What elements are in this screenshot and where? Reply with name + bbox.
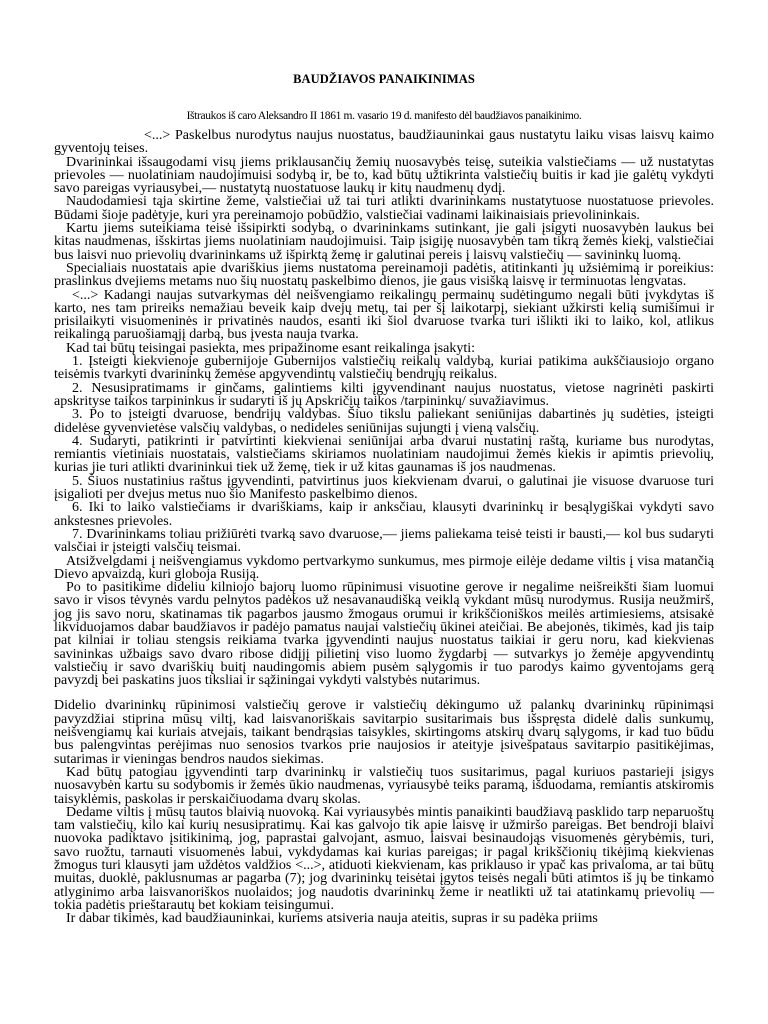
paragraph: Didelio dvarininkų rūpinimosi valstiečių gerove ir valstiečių dėkingumo už palankų dvarininkų rūpinimąsi pavyzdžiai stiprina mūsų viltį, kad laisvanoriškais savitarpio susitarimais bus išspręsta didelė dalis sunkumų, neišvengiamų kai kuriais atvejais, taikant bendrąsias taisykles, skirtingoms atskirų dvarų sąlygoms, ir kad tuo būdu bus palengvintas perėjimas nuo senosios tvarkos prie naujosios ir ateityje įsivešpataus savitarpio pasitikėjimas, sutarimas ir vieningas bendros naudos siekimas. (54, 698, 714, 767)
numbered-item: 3. Po to įsteigti dvaruose, bendrijų valdybas. Šiuo tikslu paliekant seniūnijas dabartinės jų sudėties, įsteigti didelėse gyvenvietėse valsčių valdybas, o nedideles seniūnijas sujungti į vieną valsčių. (54, 407, 714, 436)
numbered-item: 6. Iki to laiko valstiečiams ir dvariškiams, kaip ir anksčiau, klausyti dvarininkų ir besąlygiškai vykdyti savo ankstesnes prievoles. (54, 500, 714, 529)
paragraph: <...> Kadangi naujas sutvarkymas dėl neišvengiamo reikalingų permainų sudėtingumo negali būti įvykdytas iš karto, nes tam prireiks nemažiau beveik kaip dvejų metų, tai per šį laikotarpį, siekiant užkirsti kelią sumišimui ir prisilaikyti visuomeninės ir privatinės naudos, esanti iki šiol dvaruose tvarka turi išlikti iki to laiko, kol, atlikus reikalingą paruošiamąjį darbą, bus įvesta nauja tvarka. (54, 287, 714, 343)
document-title: BAUDŽIAVOS PANAIKINIMAS (293, 72, 475, 86)
paragraph: Kad būtų patogiau įgyvendinti tarp dvarininkų ir valstiečių tuos susitarimus, pagal kuriuos pastarieji įsigys nuosavybėn kartu su sodybomis ir žemės ūkio naudmenas, vyriausybė teiks paramą, išduodama, remiantis atskiromis taisyklėmis, paskolas ir perskaičiuodama dvarų skolas. (54, 764, 714, 807)
numbered-item: 1. Įsteigti kiekvienoje gubernijoje Gubernijos valstiečių reikalų valdybą, kuriai patikima aukščiausiojo organo teisėmis tvarkyti dvarininkų žemėse apgyvendintų valstiečių bendrųjų reikalus. (54, 354, 714, 383)
paragraph: Specialiais nuostatais apie dvariškius jiems nustatoma pereinamoji padėtis, atitinkanti jų užsiėmimą ir poreikius: praslinkus dvejiems metams nuo šių nuostatų paskelbimo dienos, jie gaus visišką laisvę ir terminuotas lengvatas. (54, 260, 714, 290)
paragraph: Atsižvelgdami į neišvengiamus vykdomo pertvarkymo sunkumus, mes pirmoje eilėje dedame viltis į visa matančią Dievo apvaizdą, kuri globoja Rusiją. (54, 553, 714, 582)
paragraph: Naudodamiesi tąja skirtine žeme, valstiečiai už tai turi atlikti dvarininkams nustatytuose nuostatuose prievoles. Būdami šioje padėtyje, kuri yra pereinamojo pobūdžio, valstiečiai vadinami laikinaisiais prievolininkais. (54, 194, 714, 223)
numbered-item: 5. Šiuos nustatinius raštus įgyvendinti, patvirtinus juos kiekvienam dvarui, o galutinai jie visuose dvaruose turi įsigalioti per dvejus metus nuo šio Manifesto paskelbimo dienos. (54, 473, 714, 503)
paragraph: Po to pasitikime dideliu kilniojo bajorų luomo rūpinimusi visuotine gerove ir negalime neišreikšti šiam luomui savo ir visos tėvynės vardu pelnytos padėkos už nesavanaudišką veiklą vykdant mūsų nurodymus. Rusija neužmirš, jog jis savo noru, skatinamas tik pagarbos jausmo žmogaus orumui ir krikščioniškos meilės artimiesiems, atsisakė likviduojamos dabar baudžiavos ir padėjo pamatus naujai valstiečių ūkinei ateičiai. Be abejonės, tikimės, kad jis taip pat kilniai ir toliau stengsis reikiama tvarka įgyvendinti naujus nuostatus taikiai ir geru noru, kad kiekvienas savininkas užbaigs savo dvaro ribose didįjį pilietinį viso luomo žygdarbį — sutvarkys jo žemėje apgyvendintų valstiečių ir savo dvariškių buitį naudingomis abiem pusėm sąlygomis ir tuo parodys kaimo gyventojams gerą pavyzdį bei paskatins juos tiksliai ir sąžiningai vykdyti valstybės nutarimus. (54, 580, 714, 689)
numbered-item: 7. Dvarininkams toliau prižiūrėti tvarką savo dvaruose,— jiems paliekama teisė teisti ir bausti,— kol bus sudaryti valsčiai ir įsteigti valsčių teismai. (54, 526, 714, 556)
document-page (54, 0, 714, 1024)
paragraph: Dedame viltis į mūsų tautos blaivią nuovoką. Kai vyriausybės mintis panaikinti baudžiavą pasklido tarp neparuoštų tam valstiečių, kilo kai kurių nesusipratimų. Kai kas galvojo tik apie laisvę ir užmiršo pareigas. Bet bendroji blaivi nuovoka padiktavo įsitikinimą, jog, paprastai galvojant, asmuo, laisvai besinaudojąs visuomenės gėrybėmis, turi, savo ruožtu, tarnauti visuomenės labui, vykdydamas kai kurias pareigas; ir pagal krikščionių tikėjimą kiekvienas žmogus turi klausyti jam uždėtos valdžios <...>, atiduoti kiekvienam, kas priklauso ir ypač kas privaloma, ar tai būtų muitas, duoklė, paklusnumas ar pagarba (7); jog dvarininkų teisėtai įgytos teisės negali būti atimtos iš jų be tinkamo atlyginimo arba laisvanoriškos nuolaidos; jog naudotis dvarininkų žeme ir neatlikti už tai atatinkamų prievolių — tokia padėtis prieštarautų bet kokiam teisingumui. (54, 804, 714, 913)
document-subtitle: Ištraukos iš caro Aleksandro II 1861 m. vasario 19 d. manifesto dėl baudžiavos panaikinimo. (186, 110, 582, 122)
paragraph: Ir dabar tikimės, kad baudžiauninkai, kuriems atsiveria nauja ateitis, supras ir su padėka priims (66, 911, 598, 927)
numbered-item: 2. Nesusipratimams ir ginčams, galintiems kilti įgyvendinant naujus nuostatus, vietose nagrinėti paskirti apskrityse taikos tarpininkus ir sudaryti iš jų Apskričių taikos /tarpininkų/ suvažiavimus. (54, 380, 714, 409)
paragraph: Kartu jiems suteikiama teisė išsipirkti sodybą, o dvarininkams sutinkant, jie gali įsigyti nuosavybėn laukus bei kitas naudmenas, išskirtas jiems nuolatiniam naudojimuisi. Taip įsigiję nuosavybėn tam tikrą žemės kiekį, valstiečiai bus laisvi nuo prievolių dvarininkams už išpirktą žemę ir galutinai pereis į laisvų valstiečių — savininkų luomą. (54, 221, 714, 263)
document-body (54, 129, 714, 926)
numbered-item: 4. Sudaryti, patikrinti ir patvirtinti kiekvienai seniūnijai arba dvarui nustatinį raštą, kuriame bus nurodytas, remiantis vietiniais nuostatais, valstiečiams skiriamos nuolatiniam naudojimui žemės kiekis ir apimtis prievolių, kurias jie turi atlikti dvarininkui tiek už žemę, tiek ir už kitas gaunamas iš jos naudmenas. (54, 433, 714, 476)
paragraph: <...> Paskelbus nurodytus naujus nuostatus, baudžiauninkai gaus nustatytu laiku visas laisvų kaimo gyventojų teises. (54, 128, 714, 157)
paragraph: Dvarininkai išsaugodami visų jiems priklausančių žemių nuosavybės teisę, suteikia valstiečiams — už nustatytas prievoles — nuolatiniam naudojimuisi sodybą ir, be to, kad būtų užtikrinta valstiečių buitis ir kad jie galėtų vykdyti savo pareigas vyriausybei,— nustatytą nuostatuose laukų ir kitų naudmenų dydį. (54, 154, 714, 197)
paragraph: Kad tai būtų teisingai pasiekta, mes pripažinome esant reikalinga įsakyti: (66, 340, 475, 356)
